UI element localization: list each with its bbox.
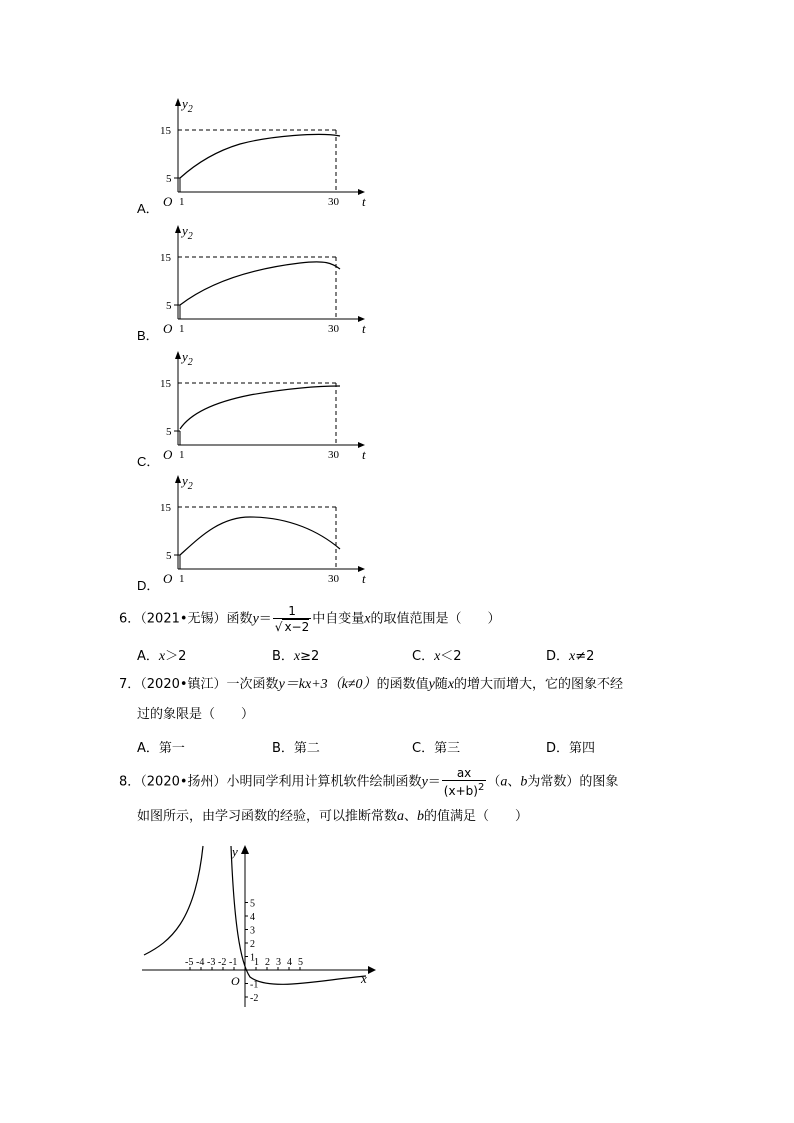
- math-var-x: x: [434, 649, 441, 664]
- option-text: ＞2: [165, 649, 187, 664]
- separator: 、: [507, 774, 521, 790]
- equals-sign: ＝: [258, 611, 272, 627]
- y-axis-arrow: [241, 845, 249, 854]
- x-tick-30: 30: [328, 573, 339, 585]
- question-number: 7．: [119, 677, 141, 692]
- math-var-a: a: [500, 774, 508, 790]
- y-tick-15: 15: [160, 502, 171, 514]
- x-tick-1: 1: [179, 323, 185, 335]
- y-tick-5: 5: [166, 173, 172, 185]
- option-letter: A．: [137, 201, 159, 216]
- y-tick-label: 3: [250, 925, 255, 937]
- x-tick-label: -1: [229, 957, 238, 968]
- math-var-b: b: [417, 809, 425, 824]
- math-function: y＝kx+3（k≠0）: [278, 677, 377, 692]
- math-var-x: x: [158, 649, 166, 664]
- option-graph-c: [136, 348, 376, 477]
- curve-left-branch: [144, 846, 203, 955]
- x-tick-1: 1: [179, 196, 185, 208]
- question-text: 的值满足（ ）: [424, 809, 529, 824]
- x-tick-label: 4: [287, 957, 292, 968]
- fraction-denominator: √ x−2: [274, 620, 310, 634]
- math-var-x: x: [293, 649, 301, 664]
- option-label: D．: [546, 741, 570, 756]
- x-axis-label: t: [362, 571, 366, 586]
- option-text: 第三: [434, 741, 461, 756]
- x-tick-30: 30: [328, 449, 339, 461]
- fraction: [442, 766, 487, 798]
- option-label: C．: [412, 741, 435, 756]
- question-text: 一次函数: [226, 677, 279, 692]
- y-tick-5: 5: [166, 300, 172, 312]
- y-tick-label: -1: [250, 979, 259, 991]
- option-letter: C．: [137, 454, 160, 469]
- function-curve: [180, 262, 340, 305]
- x-tick-label: 2: [265, 957, 270, 968]
- question-number: 6．: [119, 611, 141, 627]
- y-axis-arrow: [175, 475, 181, 483]
- y-tick-5: 5: [166, 550, 172, 562]
- x-axis-label: x: [361, 971, 367, 986]
- option-label: C．: [412, 649, 435, 664]
- question-6: [119, 604, 501, 634]
- question-8: [119, 766, 618, 798]
- sqrt-radicand: x−2: [284, 620, 310, 634]
- question-text: 中自变量: [312, 611, 365, 627]
- question-text: 的取值范围是（ ）: [370, 611, 501, 627]
- y-axis-label: $y_2$: [182, 473, 193, 492]
- math-var-x: x: [569, 649, 576, 664]
- option-label: D．: [546, 649, 570, 664]
- x-tick-1: 1: [179, 573, 185, 585]
- x-axis-label: t: [362, 194, 366, 209]
- y-tick-15: 15: [160, 252, 171, 264]
- y-tick-5: 5: [166, 426, 172, 438]
- x-tick-label: -3: [207, 957, 216, 968]
- y-axis-arrow: [175, 351, 181, 359]
- y-tick-label: 2: [250, 939, 255, 950]
- x-tick-30: 30: [328, 323, 339, 335]
- option-letter: D．: [137, 578, 160, 593]
- y-axis-label: $y_2$: [182, 223, 193, 242]
- option-label: B．: [272, 741, 294, 756]
- option-d[interactable]: [546, 645, 594, 665]
- exponent: 2: [477, 782, 485, 793]
- x-tick-label: -5: [185, 957, 194, 968]
- function-graph-svg: [140, 842, 380, 1017]
- x-tick-label: -2: [218, 957, 227, 968]
- option-c[interactable]: [412, 737, 460, 756]
- option-text: ≥2: [300, 649, 320, 664]
- fraction-numerator: ax: [442, 766, 487, 781]
- x-axis-arrow: [368, 966, 376, 974]
- fraction: [273, 604, 311, 634]
- y-tick-label: 5: [250, 898, 255, 910]
- origin-label: O: [163, 447, 173, 462]
- math-var-a: a: [397, 809, 405, 824]
- y-tick-15: 15: [160, 125, 171, 137]
- tick-group: [185, 899, 303, 1005]
- question-text: 小明同学利用计算机软件绘制函数: [226, 774, 422, 790]
- x-tick-label: -4: [196, 957, 205, 968]
- y-tick-15: 15: [160, 378, 171, 390]
- question-source: （2021•无锡）: [140, 611, 227, 627]
- question-text: 如图所示，由学习函数的经验，可以推断常数: [137, 809, 398, 824]
- function-curve: [180, 134, 340, 178]
- fraction-denominator: [442, 781, 487, 798]
- option-text: 第一: [158, 741, 185, 756]
- option-text: ≠2: [575, 649, 595, 664]
- y-axis-label: y: [232, 844, 238, 859]
- question-7-line2: 过的象限是（ ）: [137, 707, 255, 722]
- question-text: 函数: [226, 611, 253, 627]
- option-label: B．: [272, 649, 294, 664]
- origin-label: O: [163, 194, 173, 209]
- option-label: A．: [137, 649, 159, 664]
- math-var-b: b: [520, 774, 528, 790]
- x-tick-label: 5: [298, 957, 303, 968]
- y-axis-label: $y_2$: [182, 96, 193, 115]
- question-7: [119, 676, 623, 694]
- option-graph-b: [136, 222, 376, 351]
- question-8-line2: [137, 808, 528, 826]
- question-number: 8．: [119, 774, 141, 790]
- equals-sign: ＝: [427, 774, 441, 790]
- y-axis-label: $y_2$: [182, 349, 193, 368]
- x-axis-label: t: [362, 321, 366, 336]
- x-tick-1: 1: [179, 449, 185, 461]
- option-a[interactable]: [137, 737, 185, 756]
- question-text: 的函数值: [376, 677, 429, 692]
- origin-label: O: [163, 321, 173, 336]
- y-axis-arrow: [175, 98, 181, 106]
- option-graph-a: [136, 95, 376, 224]
- option-b[interactable]: [272, 737, 320, 756]
- y-tick-label: -2: [250, 993, 259, 1004]
- math-var-y: y: [428, 677, 435, 692]
- option-a[interactable]: [137, 645, 186, 665]
- question-source: （2020•扬州）: [140, 774, 227, 790]
- x-tick-30: 30: [328, 196, 339, 208]
- fraction-numerator: 1: [273, 604, 311, 619]
- math-var-y: y: [252, 611, 259, 627]
- question-8-graph: [140, 842, 380, 1021]
- question-text: （: [487, 774, 501, 790]
- question-text: 随: [434, 677, 448, 692]
- y-axis-arrow: [175, 225, 181, 233]
- math-var-x: x: [364, 611, 371, 627]
- option-b[interactable]: [272, 645, 319, 665]
- option-label: A．: [137, 741, 159, 756]
- x-tick-label: 1: [254, 957, 259, 968]
- origin-label: O: [163, 571, 173, 586]
- function-curve: [180, 517, 340, 555]
- y-tick-label: 1: [250, 952, 255, 964]
- denominator-base: (x+b): [443, 784, 478, 798]
- option-graph-d: [136, 472, 376, 601]
- question-text: 为常数）的图象: [527, 774, 619, 790]
- option-d[interactable]: [546, 737, 595, 756]
- function-curve: [180, 386, 340, 429]
- y-tick-label: 4: [250, 912, 255, 923]
- x-axis-label: t: [362, 447, 366, 462]
- option-text: ＜2: [440, 649, 462, 664]
- separator: 、: [404, 809, 418, 824]
- option-text: 第四: [569, 741, 596, 756]
- option-letter: B．: [137, 328, 159, 343]
- question-source: （2020•镇江）: [140, 677, 227, 692]
- x-tick-label: 3: [276, 957, 281, 968]
- origin-label: O: [231, 974, 240, 988]
- math-var-x: x: [447, 677, 455, 692]
- math-var-y: y: [421, 774, 428, 790]
- option-c[interactable]: [412, 645, 462, 665]
- question-text: 的增大而增大，它的图象不经: [454, 677, 624, 692]
- option-text: 第二: [293, 741, 320, 756]
